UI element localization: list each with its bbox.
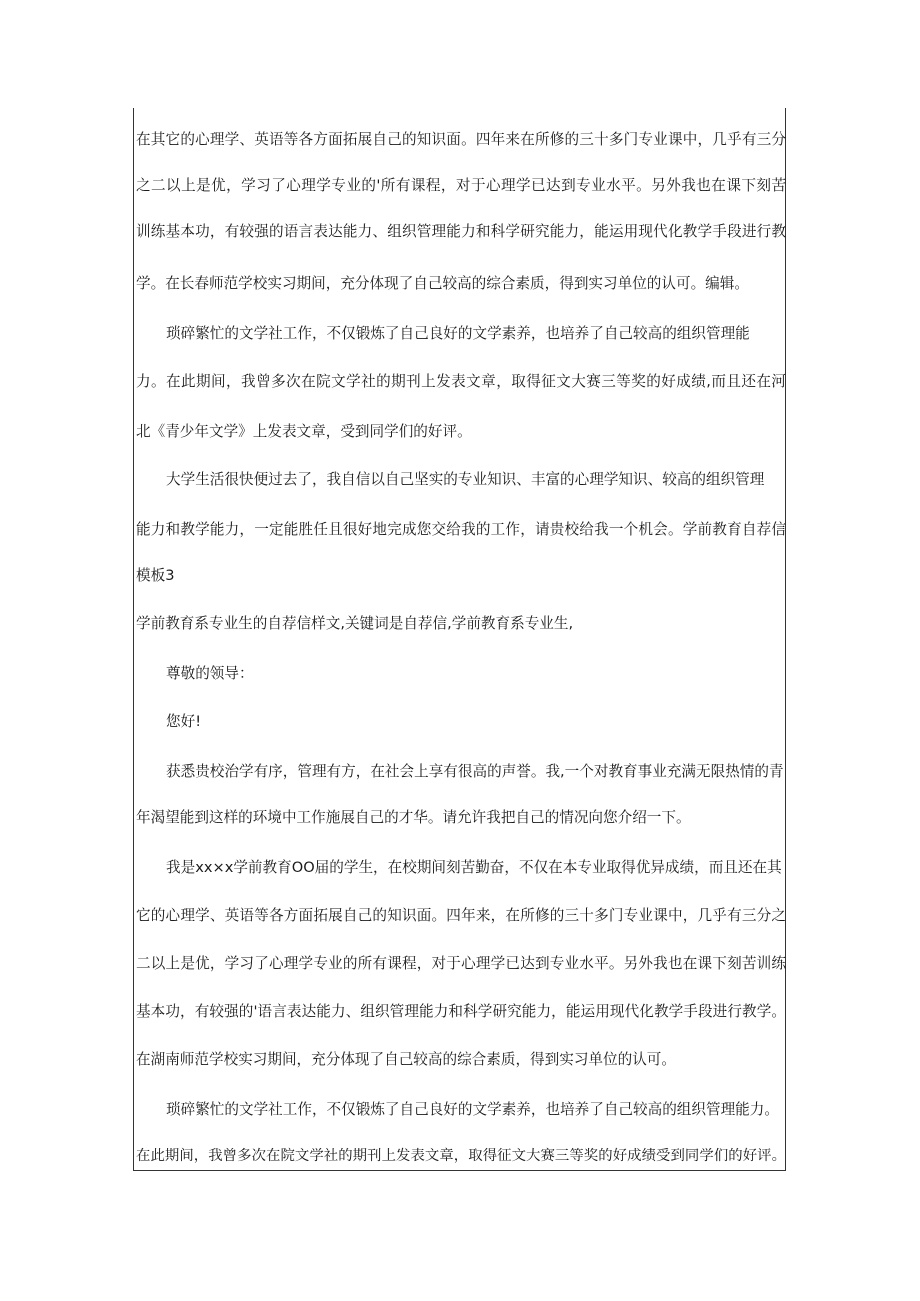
text-line: 模板3 bbox=[136, 567, 175, 584]
text-line: 学前教育系专业生的自荐信样文,关键词是自荐信,学前教育系专业生, bbox=[136, 615, 574, 632]
text-line: 大学生活很快便过去了，我自信以自己坚实的专业知识、丰富的心理学知识、较高的组织管理 bbox=[166, 471, 765, 488]
text-line: 获悉贵校治学有序，管理有方，在社会上享有很高的声誉。我,一个对教育事业充满无限热情的青 bbox=[166, 763, 784, 780]
salutation: 尊敬的领导： bbox=[166, 665, 254, 682]
text-line: 琐碎繁忙的文学社工作，不仅锻炼了自己良好的文学素养，也培养了自己较高的组织管理能力。 bbox=[166, 1101, 779, 1118]
text-line: 训练基本功，有较强的语言表达能力、组织管理能力和科学研究能力，能运用现代化教学手段进行教 bbox=[136, 223, 786, 240]
greeting: 您好! bbox=[166, 713, 202, 730]
text-line: 之二以上是优，学习了心理学专业的'所有课程，对于心理学已达到专业水平。另外我也在课下刻苦 bbox=[136, 177, 786, 194]
text-line: 二以上是优，学习了心理学专业的所有课程，对于心理学已达到专业水平。另外我也在课下刻苦训练 bbox=[136, 955, 786, 972]
text-line: 力。在此期间，我曾多次在院文学社的期刊上发表文章，取得征文大赛三等奖的好成绩,而且还在河 bbox=[136, 373, 786, 390]
text-line: 我是xx×x学前教育OO届的学生，在校期间刻苦勤奋，不仅在本专业取得优异成绩，而且还在其 bbox=[166, 859, 782, 876]
text-line: 在其它的心理学、英语等各方面拓展自己的知识面。四年来在所修的三十多门专业课中，几乎有三分 bbox=[136, 131, 786, 148]
text-line: 年渴望能到这样的环境中工作施展自己的才华。请允许我把自己的情况向您介绍一下。 bbox=[136, 809, 691, 826]
text-line: 能力和教学能力，一定能胜任且很好地完成您交给我的工作，请贵校给我一个机会。学前教育自荐信 bbox=[136, 521, 786, 538]
text-line: 基本功，有较强的'语言表达能力、组织管理能力和科学研究能力，能运用现代化教学手段进行教学。 bbox=[136, 1003, 786, 1020]
text-line: 琐碎繁忙的文学社工作，不仅锻炼了自己良好的文学素养，也培养了自己较高的组织管理能 bbox=[166, 325, 750, 342]
text-line: 它的心理学、英语等各方面拓展自己的知识面。四年来，在所修的三十多门专业课中，几乎有三分之 bbox=[136, 907, 786, 924]
text-line: 在此期间，我曾多次在院文学社的期刊上发表文章，取得征文大赛三等奖的好成绩受到同学们的好评。 bbox=[136, 1148, 786, 1164]
text-line: 学。在长春师范学校实习期间，充分体现了自己较高的综合素质，得到实习单位的认可。编辑。 bbox=[136, 275, 749, 292]
text-line: 北《青少年文学》上发表文章，受到同学们的好评。 bbox=[136, 423, 472, 440]
text-line: 在湖南师范学校实习期间，充分体现了自己较高的综合素质，得到实习单位的认可。 bbox=[136, 1051, 676, 1068]
